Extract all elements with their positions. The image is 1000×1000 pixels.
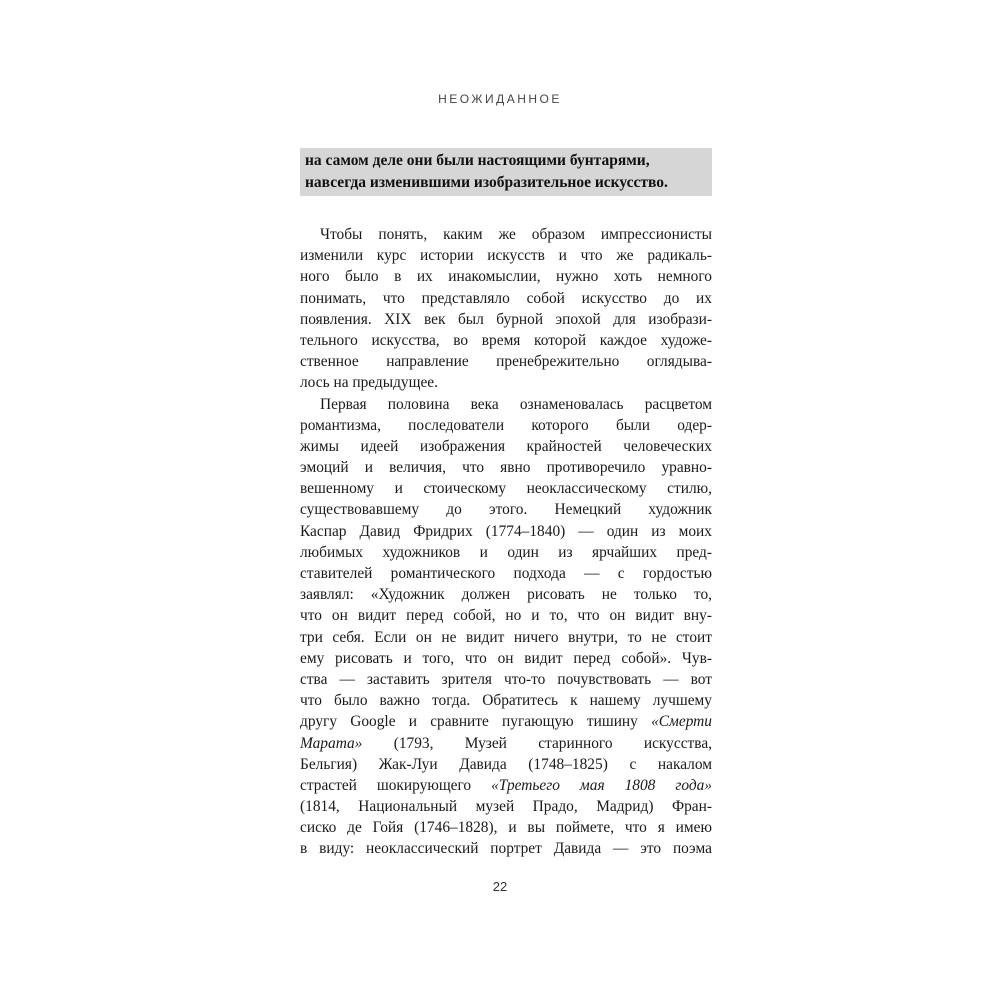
text-line: в виду: неоклассический портрет Давида — это поэма	[300, 840, 712, 858]
text-line: другу Google и сравните пугающую тишину «Смерти	[300, 713, 712, 731]
text-line: Марата» (1793, Музей старинного искусства,	[300, 734, 712, 752]
text-line: понимать, что представляло собой искусство до их	[300, 289, 712, 307]
text-line: что было важно тогда. Обратитесь к нашему лучшему	[300, 692, 712, 710]
highlighted-quote	[305, 150, 710, 194]
text-line: любимых художников и один из ярчайших пред-	[300, 543, 712, 561]
text-line: ного было в их инакомыслии, нужно хоть немного	[300, 268, 712, 286]
text-line: изменили курс истории искусств и что же радикаль-	[300, 247, 712, 265]
text-line: ства — заставить зрителя что-то почувствовать — вот	[300, 670, 712, 688]
text-line: ему рисовать и того, что он видит перед собой». Чув-	[300, 649, 712, 667]
text-line: три себя. Если он не видит ничего внутри, то не стоит	[300, 628, 712, 646]
text-line: романтизма, последователи которого были одер-	[300, 416, 712, 434]
text-line: сиско де Гойя (1746–1828), и вы поймете, что я имею	[300, 819, 712, 837]
text-line: появления. XIX век был бурной эпохой для изобрази-	[300, 310, 712, 328]
page-number: 22	[492, 879, 508, 894]
text-line: что он видит перед собой, но и то, что он видит вну-	[300, 607, 712, 625]
body-text	[300, 224, 712, 860]
artwork-title: «Смерти	[651, 713, 712, 731]
text-line: заявлял: «Художник должен рисовать не только то,	[300, 586, 712, 604]
highlight-line: на самом деле они были настоящими бунтарями,	[305, 152, 650, 169]
text-line: (1814, Национальный музей Прадо, Мадрид) Фран-	[300, 798, 712, 816]
artwork-title: «Третьего мая 1808 года»	[491, 776, 713, 794]
text-line: Бельгия) Жак-Луи Давида (1748–1825) с накалом	[300, 755, 712, 773]
text-line: Первая половина века ознаменовалась расцветом	[320, 395, 712, 413]
text-line: ственное направление пренебрежительно оглядыва-	[300, 353, 712, 371]
artwork-title: Марата»	[300, 734, 363, 752]
text-line: ставителей романтического подхода — с гордостью	[300, 565, 712, 582]
text-line: лось на предыдущее.	[300, 374, 438, 392]
text-line: жимы идеей изображения крайностей человеческих	[300, 437, 712, 455]
text-line: Чтобы понять, каким же образом импрессионисты	[320, 226, 712, 243]
text-line: вешенному и стоическому неоклассическому стилю,	[300, 480, 712, 498]
text-line: тельного искусства, во время которой каждое художе-	[300, 331, 712, 349]
text-line: Каспар Давид Фридрих (1774–1840) — один из моих	[300, 522, 712, 540]
highlight-line: навсегда изменившими изобразительное искусство.	[305, 174, 668, 191]
running-head: НЕОЖИДАННОЕ	[438, 92, 562, 106]
text-line: страстей шокирующего «Третьего мая 1808 года»	[300, 776, 713, 794]
text-line: эмоций и величия, что явно противоречило уравно-	[300, 459, 712, 477]
text-line: существовавшему до этого. Немецкий художник	[300, 501, 712, 519]
